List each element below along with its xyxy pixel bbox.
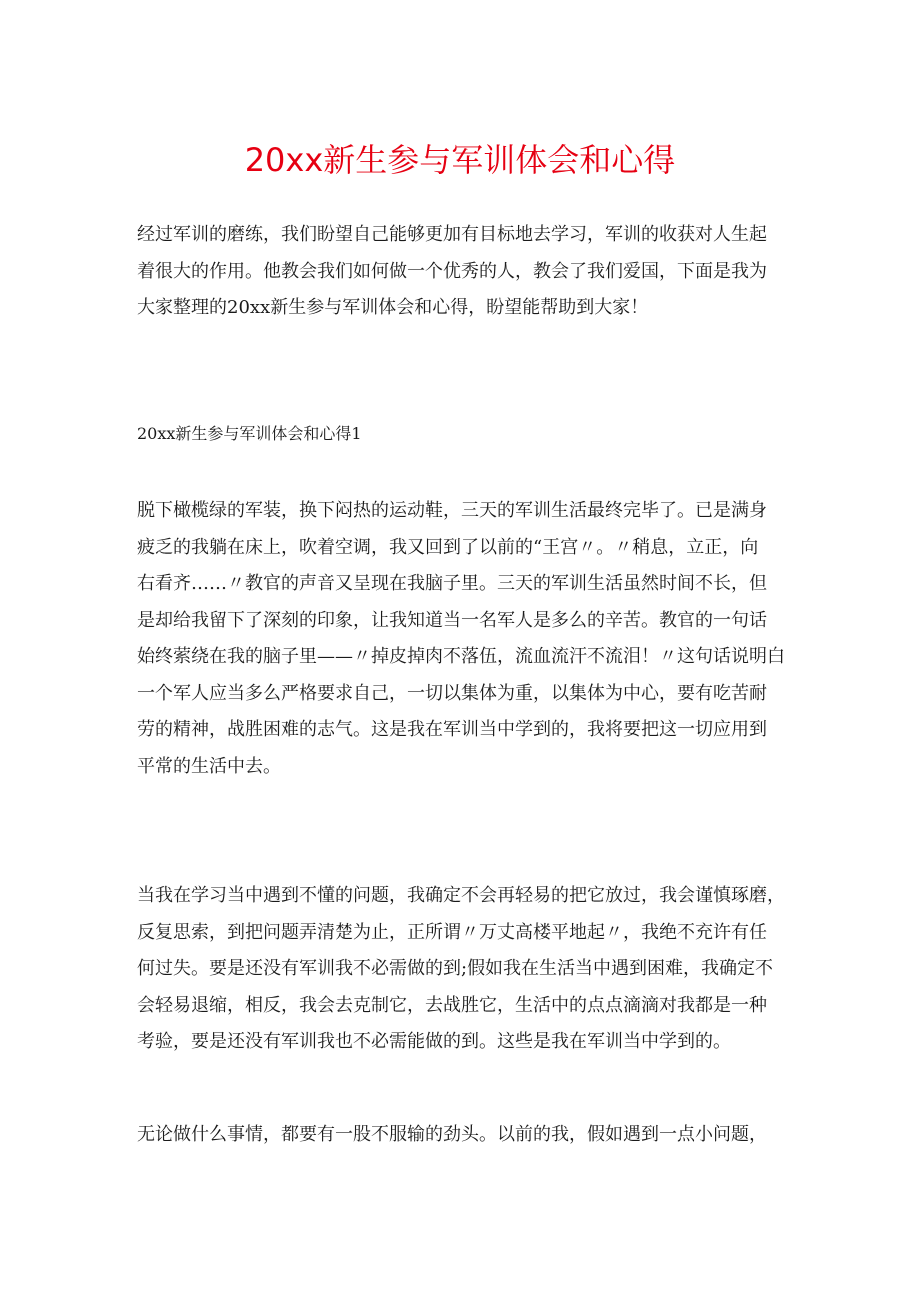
- paragraph-line: 劳的精神，战胜困难的志气。这是我在军训当中学到的，我将要把这一切应用到: [137, 719, 767, 740]
- intro-line: 大家整理的20xx新生参与军训体会和心得，盼望能帮助到大家！: [137, 297, 649, 318]
- body-paragraph-2: [137, 878, 797, 1061]
- body-paragraph-3: [137, 1117, 797, 1154]
- intro-line: 经过军训的磨练，我们盼望自己能够更加有目标地去学习，军训的收获对人生起: [137, 224, 767, 245]
- body-paragraph-1: [137, 493, 797, 785]
- paragraph-line: 脱下橄榄绿的军装，换下闷热的运动鞋，三天的军训生活最终完毕了。已是满身: [137, 500, 767, 521]
- paragraph-line: 反复思索，到把问题弄清楚为止，正所谓〃万丈高楼平地起〃，我绝不充许有任: [137, 921, 767, 943]
- section-heading: 20xx新生参与军训体会和心得1: [137, 424, 362, 443]
- paragraph-line: 会轻易退缩，相反，我会去克制它，去战胜它，生活中的点点滴滴对我都是一种: [137, 994, 767, 1016]
- intro-line: 着很大的作用。他教会我们如何做一个优秀的人，教会了我们爱国，下面是我为: [137, 260, 767, 282]
- paragraph-line: 平常的生活中去。: [137, 755, 281, 777]
- page-title: 20xx新生参与军训体会和心得: [244, 141, 676, 179]
- paragraph-line: 何过失。要是还没有军训我不必需做的到;假如我在生活当中遇到困难，我确定不: [137, 958, 774, 979]
- paragraph-line: 考验，要是还没有军训我也不必需能做的到。这些是我在军训当中学到的。: [137, 1031, 731, 1052]
- paragraph-line: 是却给我留下了深刻的印象，让我知道当一名军人是多么的辛苦。教官的一句话: [137, 609, 767, 631]
- intro-paragraph: [137, 217, 797, 327]
- paragraph-line: 疲乏的我躺在床上，吹着空调，我又回到了以前的“王宫〃。〃稍息，立正，向: [137, 536, 759, 558]
- paragraph-line: 无论做什么事情，都要有一股不服输的劲头。以前的我，假如遇到一点小问题，: [137, 1124, 767, 1145]
- paragraph-line: 当我在学习当中遇到不懂的问题，我确定不会再轻易的把它放过，我会谨慎琢磨，: [137, 885, 785, 906]
- paragraph-line: 右看齐……〃教官的声音又呈现在我脑子里。三天的军训生活虽然时间不长，但: [137, 573, 767, 594]
- paragraph-line: 始终萦绕在我的脑子里——〃掉皮掉肉不落伍，流血流汗不流泪！〃这句话说明白: [137, 646, 785, 667]
- paragraph-line: 一个军人应当多么严格要求自己，一切以集体为重，以集体为中心，要有吃苦耐: [137, 682, 767, 704]
